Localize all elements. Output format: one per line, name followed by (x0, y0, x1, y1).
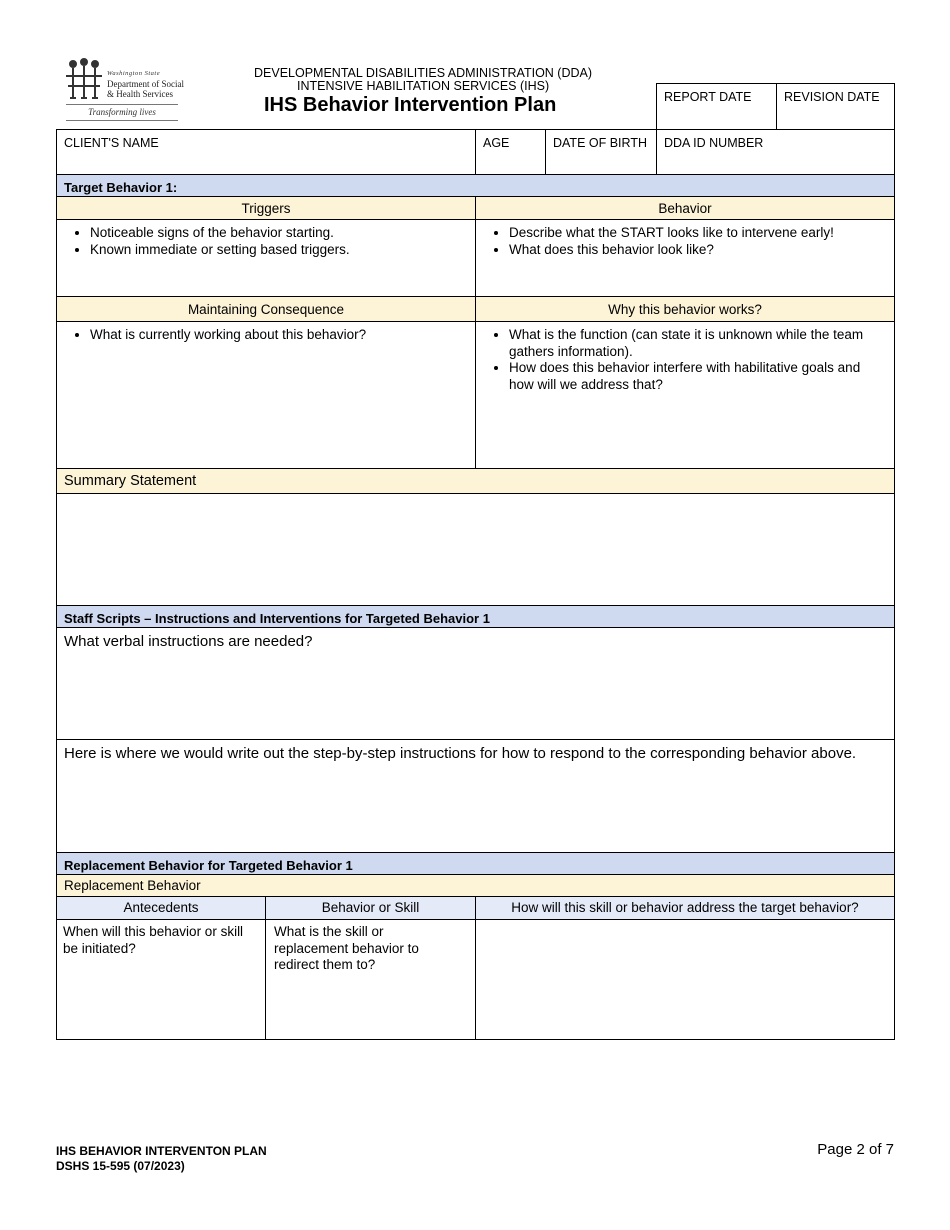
client-name-label: CLIENT'S NAME (64, 136, 159, 150)
antecedents-prompt: When will this behavior or skill be initiated? (63, 924, 244, 956)
behavior-list (476, 225, 894, 258)
behavior-or-skill-field[interactable] (265, 919, 476, 1040)
date-of-birth-field[interactable] (545, 129, 657, 175)
step-by-step-instructions-field[interactable] (56, 739, 895, 853)
footer-form-title: IHS BEHAVIOR INTERVENTON PLAN (56, 1144, 267, 1158)
target-behavior-heading: Target Behavior 1: (56, 174, 895, 197)
maintaining-list (57, 327, 475, 344)
address-target-behavior-header: How will this skill or behavior address the target behavior? (475, 896, 895, 920)
org-name-line1: DEVELOPMENTAL DISABILITIES ADMINISTRATION (DDA) (254, 66, 593, 80)
list-item: • How does this behavior interfere with habilitative goals and how will we address that? (509, 360, 886, 393)
date-of-birth-label: DATE OF BIRTH (553, 136, 647, 150)
logo-dept-line1: Department of Social (107, 79, 184, 89)
maintaining-consequence-cell[interactable] (56, 321, 476, 469)
replacement-behavior-heading: Replacement Behavior for Targeted Behavior 1 (56, 852, 895, 875)
logo-tagline: Transforming lives (88, 107, 156, 117)
age-field[interactable] (475, 129, 546, 175)
page-title: IHS Behavior Intervention Plan (264, 94, 557, 116)
triggers-list (57, 225, 475, 258)
summary-statement-header: Summary Statement (56, 468, 895, 494)
client-name-field[interactable] (56, 129, 476, 175)
dshs-figures-icon (64, 58, 104, 102)
behavior-or-skill-header: Behavior or Skill (265, 896, 476, 920)
step-by-step-prompt: Here is where we would write out the step-by-step instructions for how to respond to the corresponding behavior above. (64, 745, 857, 762)
verbal-instructions-field[interactable] (56, 627, 895, 740)
why-list (476, 327, 894, 393)
dda-id-field[interactable] (656, 129, 895, 175)
revision-date-label: REVISION DATE (784, 90, 880, 104)
staff-scripts-heading: Staff Scripts – Instructions and Interventions for Targeted Behavior 1 (56, 605, 895, 628)
org-name-line2: INTENSIVE HABILITATION SERVICES (IHS) (297, 79, 550, 93)
page-number: Page 2 of 7 (817, 1141, 894, 1158)
antecedents-header: Antecedents (56, 896, 266, 920)
revision-date-field[interactable] (776, 83, 895, 130)
replacement-behavior-subheader: Replacement Behavior (56, 874, 895, 897)
list-item: • What is currently working about this behavior? (90, 327, 467, 344)
triggers-cell[interactable] (56, 219, 476, 297)
behavior-cell[interactable] (475, 219, 895, 297)
why-behavior-works-header: Why this behavior works? (475, 296, 895, 322)
logo-rule-bottom (66, 120, 178, 121)
address-target-behavior-field[interactable] (475, 919, 895, 1040)
behavior-header: Behavior (475, 196, 895, 220)
list-item: • What is the function (can state it is unknown while the team gathers information). (509, 327, 886, 360)
footer-form-number: DSHS 15-595 (07/2023) (56, 1159, 185, 1173)
dda-id-label: DDA ID NUMBER (664, 136, 764, 150)
antecedents-field[interactable] (56, 919, 266, 1040)
list-item: • Known immediate or setting based triggers. (90, 242, 467, 259)
why-behavior-works-cell[interactable] (475, 321, 895, 469)
summary-statement-field[interactable] (56, 493, 895, 606)
list-item: • Noticeable signs of the behavior starting. (90, 225, 467, 242)
triggers-header: Triggers (56, 196, 476, 220)
age-label: AGE (483, 136, 510, 150)
report-date-label: REPORT DATE (664, 90, 752, 104)
list-item: • What does this behavior look like? (509, 242, 886, 259)
maintaining-consequence-header: Maintaining Consequence (56, 296, 476, 322)
list-item: • Describe what the START looks like to intervene early! (509, 225, 886, 242)
logo-dept-line2: & Health Services (107, 89, 173, 99)
logo-state: Washington State (107, 70, 161, 77)
report-date-field[interactable] (656, 83, 777, 130)
logo-rule-top (66, 104, 178, 105)
behavior-or-skill-prompt: What is the skill or replacement behavior to redirect them to? (274, 924, 419, 972)
dshs-logo (62, 58, 182, 122)
verbal-instructions-prompt: What verbal instructions are needed? (64, 633, 313, 650)
